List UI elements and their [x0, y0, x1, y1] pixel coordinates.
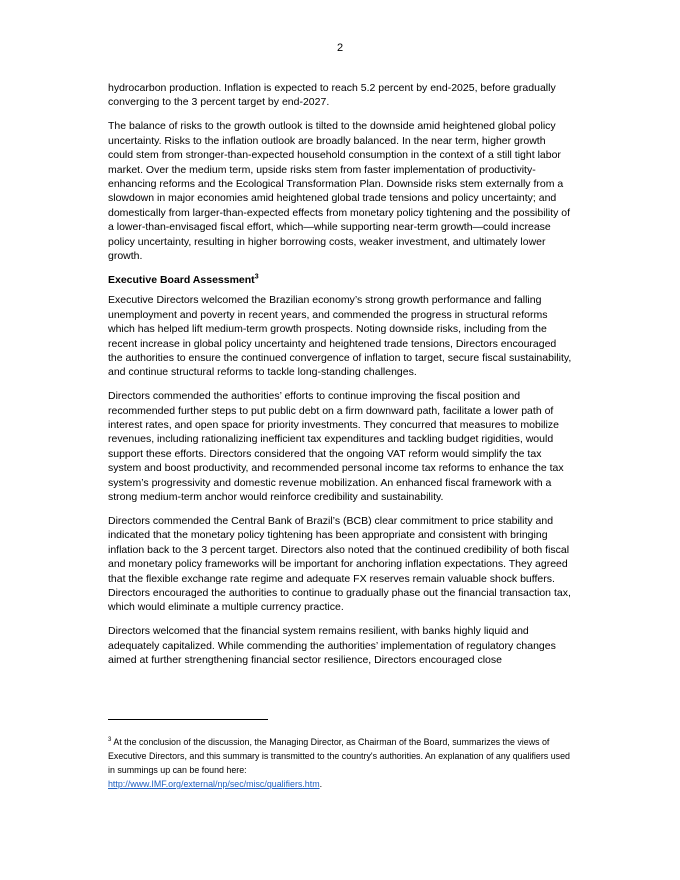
footnote [108, 735, 573, 791]
heading-text: Executive Board Assessment [108, 273, 255, 286]
paragraph-assessment-growth: Executive Directors welcomed the Brazilian economy’s strong growth performance and falling unemployment and poverty in recent years, and commended the progress in structural reforms which has helped lift medium-term growth prospects. Noting downside risks, including from the recent increase in global policy uncertainty and heightened trade tensions, Directors encouraged the authorities to ensure the continued convergence of inflation to target, secure fiscal sustainability, and continue structural reforms to tackle long-standing challenges. [108, 294, 572, 379]
paragraph-outlook-inflation: hydrocarbon production. Inflation is expected to reach 5.2 percent by end-2025, before gradually converging to the 3 percent target by end-2027. [108, 82, 556, 109]
footnote-period: . [319, 779, 323, 789]
heading-footnote-mark: 3 [254, 273, 259, 281]
paragraph-assessment-fiscal: Directors commended the authorities’ efforts to continue improving the fiscal position and recommended further steps to put public debt on a firm downward path, facilitate a lower path of interest rates, and open space for priority investments. They concurred that measures to mobilize revenues, including rationalizing inefficient tax expenditures and tackling budget rigidities, would support these efforts. Directors considered that the ongoing VAT reform would simplify the tax system and boost productivity, and recommended personal income tax reforms to enhance the tax system’s progressivity and domestic revenue mobilization. An enhanced fiscal framework with a strong medium-term anchor would reinforce credibility and sustainability. [108, 390, 564, 504]
footnote-text: At the conclusion of the discussion, the Managing Director, as Chairman of the Board, summarizes the views of Executive Directors, and this summary is transmitted to the country's authorities. An explanation of any qualifiers used in summings up can be found here: [108, 737, 570, 775]
section-heading [108, 273, 573, 287]
paragraph-balance-of-risks: The balance of risks to the growth outlook is tilted to the downside amid heightened global policy uncertainty. Risks to the inflation outlook are broadly balanced. In the near term, higher growth could stem from stronger-than-expected household consumption in the context of a still tight labor market. Over the medium term, upside risks stem from faster implementation of productivity-enhancing reforms and the Ecological Transformation Plan. Downside risks stem externally from a slowdown in major economies amid heightened global trade tensions and policy uncertainty; and domestically from larger-than-expected effects from monetary policy tightening and the possibility of a lower-than-envisaged fiscal effort, which—while supporting near-term growth—could increase policy uncertainty, resulting in higher borrowing costs, weaker investment, and ultimately lower growth. [108, 120, 571, 262]
document-body [108, 81, 573, 677]
qualifiers-link[interactable]: http://www.IMF.org/external/np/sec/misc/qualifiers.htm [108, 779, 320, 789]
paragraph-assessment-monetary: Directors commended the Central Bank of Brazil’s (BCB) clear commitment to price stability and indicated that the monetary policy tightening has been appropriate and consistent with bringing inflation back to the 3 percent target. Directors also noted that the continued credibility of both fiscal and monetary policy frameworks will be important for anchoring inflation expectations. They agreed that the flexible exchange rate regime and adequate FX reserves remain valuable shock buffers. Directors encouraged the authorities to continue to gradually phase out the financial transaction tax, which would eliminate a multiple currency practice. [108, 514, 571, 614]
footnote-mark: 3 [108, 737, 112, 744]
page-number: 2 [336, 42, 344, 54]
footnote-separator [108, 719, 268, 720]
paragraph-assessment-financial: Directors welcomed that the financial system remains resilient, with banks highly liquid and adequately capitalized. While commending the authorities’ implementation of regulatory changes aimed at further strengthening financial sector resilience, Directors encouraged close [108, 625, 556, 667]
